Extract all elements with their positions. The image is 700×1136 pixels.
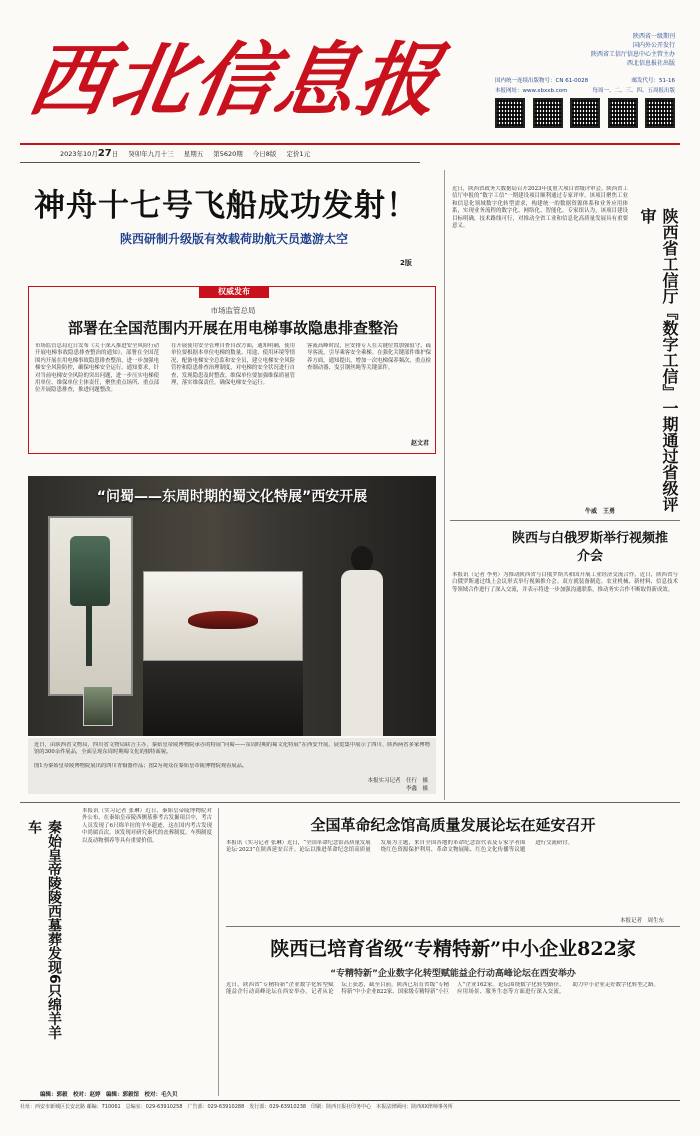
visitor-figure [333, 546, 388, 736]
lead-page-ref: 2版 [400, 259, 412, 267]
russia-text: 本报讯（记者 李勇）为推动陕西省与白俄罗斯共和国开展工业经济交流合作，近日，陕西省与白俄罗斯通过线上会议形式举行视频推介会。双方就装备制造、农业机械、新材料、信息技术等领域合作进行了深入交流，并表示将进一步加强沟通联系，推动务实合作不断取得新成效。 [452, 572, 678, 593]
qr-code-icon [645, 98, 675, 128]
exhibit-caption-line2: 图1为秦始皇帝陵博物院展出的四川青铜器作品；图2为观众在秦始皇帝陵博物院观看展品。 [34, 763, 248, 769]
qin-vertical-title: 秦始皇帝陵陵西墓葬发现6只绵羊羊车 [26, 820, 62, 1040]
bottom-col-divider [218, 808, 219, 1096]
right-rule [450, 520, 680, 521]
authority-banner: 权威发布 [199, 286, 269, 298]
masthead [21, 30, 449, 142]
forum-text: 本报讯（实习记者 张琳）近日，“全国革命纪念馆高质量发展论坛·2023”在陕西延安召开。论坛以推进革命纪念馆高质量发展为主题，来自全国各地的革命纪念馆代表及专家学者围绕红色资源保护利用、革命文物展陈、红色文化传播等议题进行交流研讨。 [226, 840, 574, 854]
header-line4: 西北信息报社出版 [626, 60, 675, 67]
top-rule [20, 143, 680, 145]
bronze-mask-artifact [70, 536, 110, 606]
lead-subtitle: 陕西研制升级版有效载荷助航天员遨游太空 [120, 232, 349, 246]
authority-kicker: 市场监管总局 [210, 306, 256, 315]
digital-article-text: 近日，陕西省政务大数据局召开2023年度重大项目省级评审会，陕西省工信厅申报的“数字工信”一期建设项目顺利通过专家评审。该项目聚焦工业和信息化领域数字化转型需求，构建统一的数据资源体系和业务应用体系，实现业务流程的数字化、网络化、智能化。专家组认为，该项目建设目标明确，技术路线可行，对推动全省工业和信息化高质量发展具有重要意义。 [452, 186, 628, 230]
pub-days: 每周一、二、三、四、五周报出版 [592, 88, 675, 94]
authority-box [28, 286, 436, 454]
sme-subtitle: “专精特新”企业数字化转型赋能益企行动高峰论坛在西安举办 [330, 969, 576, 979]
russia-title: 陕西与白俄罗斯举行视频推介会 [511, 531, 668, 564]
footer-rule [20, 1100, 680, 1101]
website: 本报网址：www.xbxxb.com [495, 88, 568, 94]
authority-col2: 在开展使用安全管理自查自改方面，通知明确，使用单位要根据本单位电梯的数量、用途、使用环境等情况，配备电梯安全总监和安全员，建立电梯安全风险管控和隐患排查治理制度，对电梯的安全状况进行自查，发现隐患及时整改。维保单位要加强维保质量管理，落实维保责任，确保电梯安全运行。 [171, 343, 295, 387]
sme-text: 近日，陕西省“专精特新”企业数字化转型赋能益企行动高峰论坛在西安举办。记者从论坛上获悉，截至目前，陕西已培育省级“专精特新”中小企业822家、国家级专精特新“小巨人”企业162家。论坛围绕数字化转型路径、应用场景、服务生态等方面进行深入交流，助力中小企业走好数字化转型之路。 [226, 982, 659, 996]
authority-byline: 赵文君 [410, 440, 429, 447]
page-count: 今日8版 [252, 149, 277, 158]
right-column-divider [444, 170, 445, 800]
pedestal [143, 661, 303, 736]
issue-number: 第5620期 [213, 149, 243, 158]
date: 2023年10月27日 [60, 147, 119, 159]
sme-title: 陕西已培育省级“专精特新”中小企业822家 [270, 938, 636, 960]
dateline-rule [20, 162, 420, 163]
exhibit-inset-photo [83, 686, 113, 726]
lunar-date: 癸卯年九月十三 [128, 149, 174, 158]
sme-rule [226, 926, 680, 927]
qr-code-icon [608, 98, 638, 128]
digital-byline: 牛威 王勇 [585, 508, 616, 515]
header-line3: 陕西省工信厅信息中心主管主办 [590, 51, 675, 58]
digital-vertical-title: 陕西省工信厅『数字工信』一期通过省级评审 [638, 208, 679, 512]
qin-text: 本报讯（实习记者 张琳）近日，秦始皇帝陵博物院对外公布，在秦始皇帝陵西侧墓葬考古发掘项目中，考古人员发现了6只绵羊拉的羊车遗迹，这在国内考古发现中尚属首次。该发现对研究秦代的丧葬制度、车舆制度以及动物驯养等具有重要价值。 [82, 808, 212, 844]
bottom-rule [20, 802, 680, 803]
exhibit-credit1: 本报实习记者 任行 摄 [367, 778, 428, 784]
authority-col1: 市场监管总局近日发布《关于深入推进安全风险行动 开展电梯事故隐患排查整治的通知》，部署在全国范围内开展在用电梯事故隐患排查整治，进一步加强电梯安全风险防控，确保电梯安全运行。通知要求，针对当前电梯安全风险的突出问题，进一步压实电梯使用单位、维保单位主体责任，聚焦重点场所、重点部位开展隐患排查，推进问题整改。 [35, 343, 159, 394]
header-cn-line [495, 76, 675, 84]
header-line2: 国内外公开发行 [632, 42, 675, 49]
cn-number: 国内统一连续出版物号：CN 61-0028 [495, 78, 589, 84]
header-line1: 陕西省一级期刊 [632, 33, 675, 40]
footer-text: 社址：西安市新城区长安北路 邮编：710061 总编室：029-63910258 广告部：029-63910288 发行部：029-63910238 印刷：陕西日报社印务中心 本报法律顾问：陕西XX律师事务所 [20, 1104, 453, 1110]
exhibit-photo [28, 476, 436, 736]
page-editors: 编辑：郭毅 校对：赵婷 编辑：郭毅馆 校对：毛久贝 [40, 1092, 178, 1098]
qr-code-icon [495, 98, 525, 128]
authority-col3: 客流高峰时段，应安排专人在关键位置加强值守，疏导客流，引导乘客安全乘梯。在强化关键部件维护保养方面，通知提出，增加一次电梯保养频次，重点检查制动器、曳引钢丝绳等关键部件。 [307, 343, 431, 372]
qr-code-icon [570, 98, 600, 128]
lead-title: 神舟十七号飞船成功发射！ [34, 188, 418, 224]
dateline [60, 146, 420, 160]
forum-byline: 本报记者 周生东 [620, 918, 665, 924]
qr-codes [495, 98, 675, 136]
exhibit-credit2: 李鑫 摄 [405, 786, 428, 792]
postal-code: 邮发代号：51-16 [631, 78, 675, 84]
exhibit-title: “问蜀——东周时期的蜀文化特展”西安开展 [96, 489, 368, 505]
exhibit-caption-line1: 近日，由陕西省文物局、四川省文物局联合主办，秦始皇帝陵博物院承办的特展“问蜀——东周时期的蜀文化特展”在西安开展，展览集中展示了四川、陕西两省多家博物馆的300余件展品，全面呈现东周时期蜀文化的独特面貌。 [34, 742, 430, 755]
header-web-line [495, 86, 675, 94]
qr-code-icon [533, 98, 563, 128]
weekday: 星期五 [183, 149, 204, 158]
artifact-stand [86, 606, 92, 666]
forum-title: 全国革命纪念馆高质量发展论坛在延安召开 [310, 816, 596, 834]
price: 定价1元 [286, 149, 311, 158]
header-info [495, 32, 675, 68]
exhibit-caption [28, 738, 436, 794]
lacquer-bowl-artifact [188, 611, 258, 629]
authority-title: 部署在全国范围内开展在用电梯事故隐患排查整治 [67, 319, 398, 337]
masthead-title: 西北信息报 [21, 33, 449, 127]
